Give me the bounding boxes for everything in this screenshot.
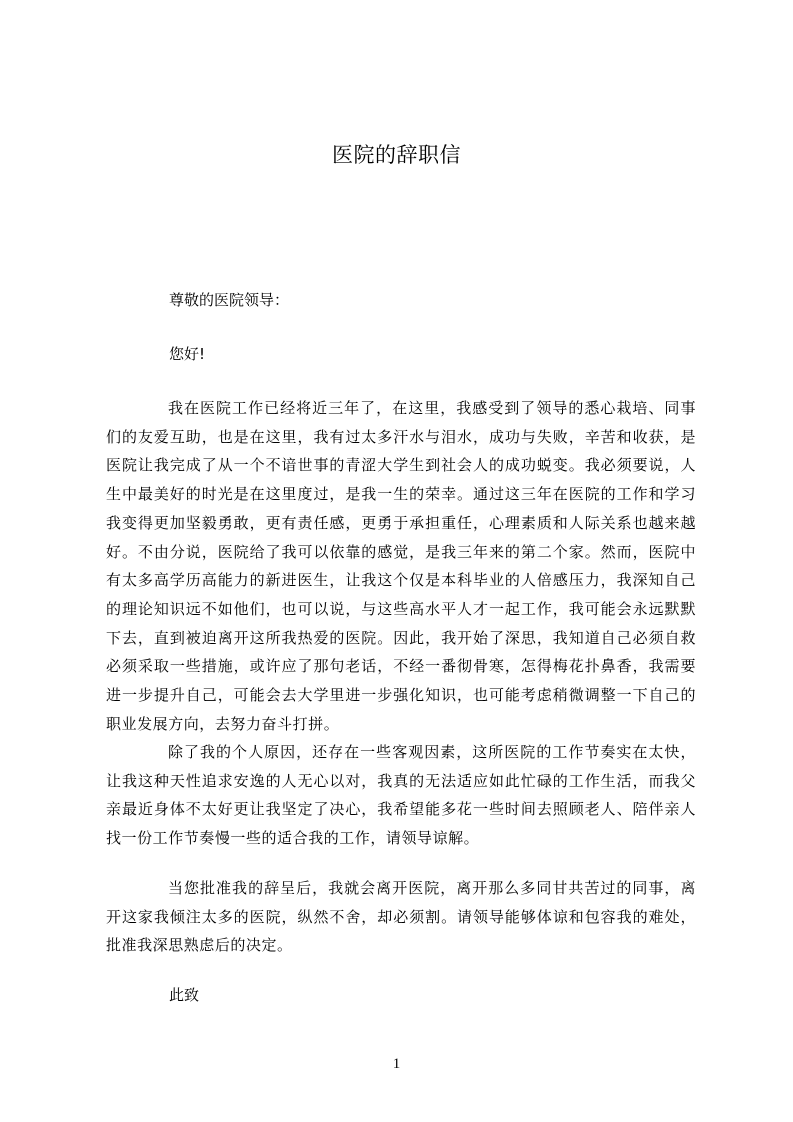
closing: 此致 [169, 986, 200, 1004]
page-title: 医院的辞职信 [332, 143, 461, 167]
page-number: 1 [392, 1056, 401, 1072]
greeting: 您好! [169, 345, 206, 363]
body-paragraph: 当您批准我的辞呈后，我就会离开医院，离开那么多同甘共苦过的同事，离开这家我倾注太多的医院，纵然不舍，却必须割。请领导能够体谅和包容我的难处，批准我深思熟虑后的决定。 [106, 879, 696, 955]
body-paragraph: 除了我的个人原因，还存在一些客观因素，这所医院的工作节奏实在太快，让我这种天性追求安逸的人无心以对，我真的无法适应如此忙碌的工作生活，而我父亲最近身体不太好更让我坚定了决心，我希望能多花一些时间去照顾老人、陪伴亲人找一份工作节奏慢一些的适合我的工作，请领导谅解。 [106, 743, 696, 848]
body-paragraph: 我在医院工作已经将近三年了，在这里，我感受到了领导的悉心栽培、同事们的友爱互助，也是在这里，我有过太多汗水与泪水，成功与失败，辛苦和收获，是医院让我完成了从一个不谙世事的青涩大学生到社会人的成功蜕变。我必须要说，人生中最美好的时光是在这里度过，是我一生的荣幸。通过这三年在医院的工作和学习我变得更加坚毅勇敢，更有责任感，更勇于承担重任，心理素质和人际关系也越来越好。不由分说，医院给了我可以依靠的感觉，是我三年来的第二个家。然而，医院中有太多高学历高能力的新进医生，让我这个仅是本科毕业的人倍感压力，我深知自己的理论知识远不如他们，也可以说，与这些高水平人才一起工作，我可能会永远默默下去，直到被迫离开这所我热爱的医院。因此，我开始了深思，我知道自己必须自救必须采取一些措施，或许应了那句老话，不经一番彻骨寒，怎得梅花扑鼻香，我需要进一步提升自己，可能会去大学里进一步强化知识，也可能考虑稍微调整一下自己的职业发展方向，去努力奋斗打拼。 [106, 399, 696, 733]
salutation: 尊敬的医院领导： [169, 291, 290, 309]
